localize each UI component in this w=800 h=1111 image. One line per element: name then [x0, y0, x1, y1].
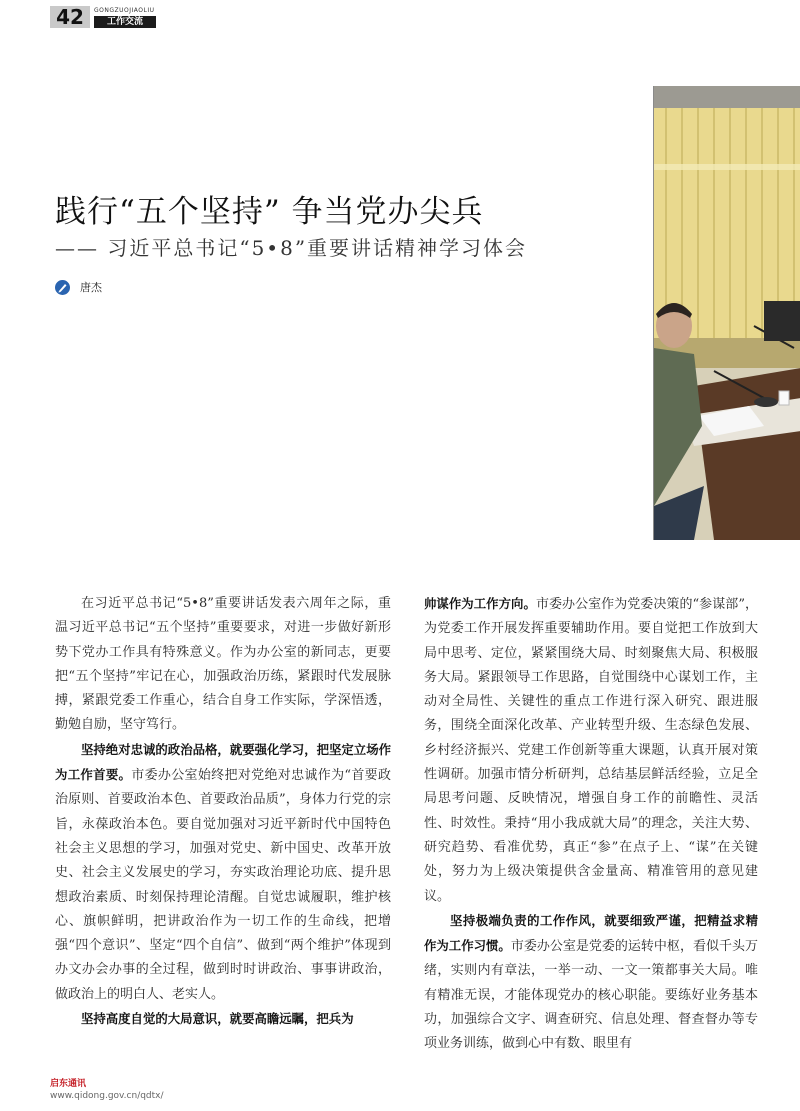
body-column-right: [424, 592, 758, 1057]
section-name: 工作交流: [94, 16, 156, 28]
page-footer: [50, 1079, 164, 1102]
publication-name: 启东通讯: [50, 1079, 87, 1089]
section-pinyin: GONGZUOJIAOLIU: [94, 7, 155, 14]
author-line: [55, 279, 102, 295]
paragraph-lead: 坚持绝对忠诚的政治品格，就要强化学习，把坚定立场作为工作首要。: [55, 741, 391, 783]
article-title: 践行“五个坚持” 争当党办尖兵: [55, 194, 484, 230]
paragraph-lead: 坚持极端负责的工作作风，就要细致严谨，把精益求精作为工作习惯。: [424, 912, 758, 954]
page-number: 42: [50, 6, 90, 28]
paragraph-text: 市委办公室作为党委决策的“参谋部”，为党委工作开展发挥重要辅助作用。要自觉把工作放到大局中思考、定位，紧紧围绕大局、时刻聚焦大局、积极服务大局。紧跟领导工作思路，自觉围绕中心谋划工作，主动对全局性、关键性的重点工作进行深入研究、跟进服务，围绕全面深化改革、产业转型升级、生态绿色发展、乡村经济振兴、党建工作创新等重大课题，认真开展对策性调研。加强市情分析研判，总结基层鲜活经验，立足全局思考问题、反映情况，增强自身工作的前瞻性、灵活性、时效性。秉持“用小我成就大局”的理念，关注大势、研究趋势、看准优势，真正“参”在点子上、“谋”在关键处，努力为上级决策提供含金量高、精准管用的意见建议。: [424, 597, 759, 904]
publication-url[interactable]: www.qidong.gov.cn/qdtx/: [50, 1091, 164, 1101]
paragraph: [424, 592, 758, 909]
paragraph-text: 市委办公室始终把对党绝对忠诚作为“首要政治原则、首要政治本色、首要政治品质”，身体力行党的宗旨，永葆政治本色。要自觉加强对习近平新时代中国特色社会主义思想的学习，加强对党史、新中国史、改革开放史、社会主义发展史的学习，夯实政治理论功底、提升思想政治素质、时刻保持理论清醒。自觉忠诚履职，维护核心、旗帜鲜明，把讲政治作为一切工作的生命线，把增强“四个意识”、坚定“四个自信”、做到“两个维护”体现到办文办会办事的全过程，做到时时讲政治、事事讲政治，做政治上的明白人、老实人。: [55, 768, 391, 1002]
paragraph-lead: 帅谋作为工作方向。: [424, 596, 536, 611]
pen-icon: [55, 280, 70, 295]
page-header: [50, 6, 156, 28]
paragraph: [55, 1007, 391, 1032]
paragraph: [424, 909, 758, 1057]
author-name: 唐杰: [80, 281, 102, 294]
body-column-left: [55, 592, 391, 1032]
paragraph-text: 市委办公室是党委的运转中枢，看似千头万绪，实则内有章法，一举一动、一文一策都事关大局。唯有精准无误，才能体现党办的核心职能。要练好业务基本功，加强综合文字、调查研究、信息处理、督查督办等专项业务训练，做到心中有数、眼里有: [424, 939, 758, 1052]
meeting-photo: [653, 86, 800, 540]
paragraph-text: 在习近平总书记“5•8”重要讲话发表六周年之际，重温习近平总书记“五个坚持”重要要求，对进一步做好新形势下党办工作具有特殊意义。作为办公室的新同志，更要把“五个坚持”牢记在心，加强政治历练，紧跟时代发展脉搏，紧跟党委工作重心，结合自身工作实际，学深悟透，勤勉自励，坚守笃行。: [55, 596, 391, 733]
meeting-photo-icon: [654, 86, 800, 540]
paragraph-lead: 坚持高度自觉的大局意识，就要高瞻远瞩，把兵为: [81, 1011, 354, 1027]
article-subtitle: —— 习近平总书记“5•8”重要讲话精神学习体会: [55, 236, 528, 260]
paragraph: [55, 592, 391, 738]
paragraph: [55, 738, 391, 1007]
